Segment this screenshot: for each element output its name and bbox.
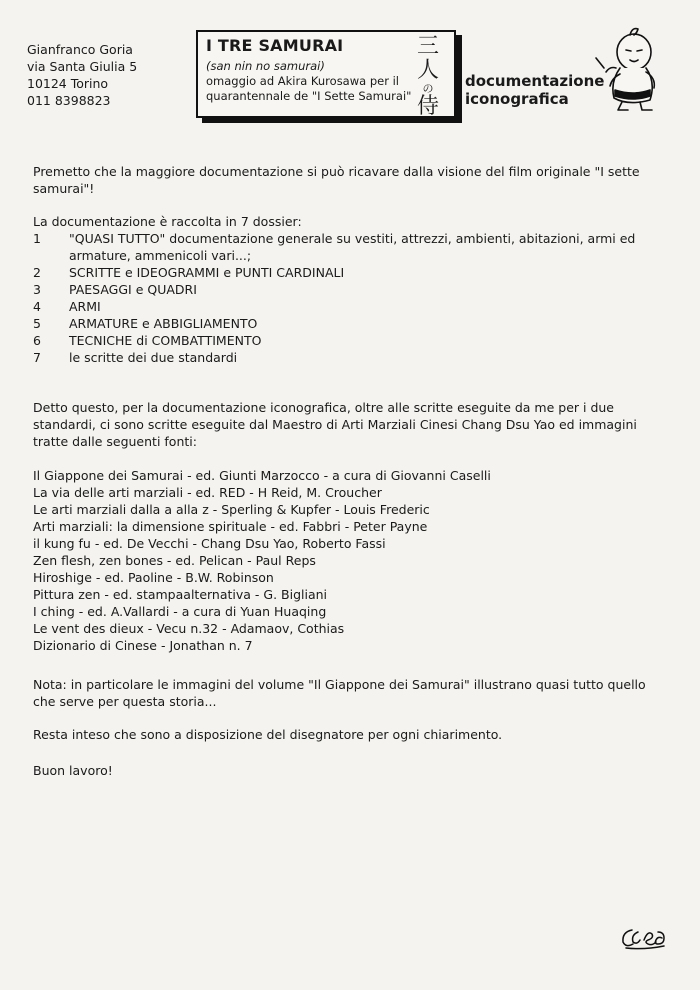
dossier-number: 1 (33, 231, 41, 246)
closing-line: Buon lavoro! (33, 763, 113, 778)
source-item: Dizionario di Cinese - Jonathan n. 7 (33, 638, 253, 653)
kanji-san: 三 (416, 34, 439, 59)
dossier-number: 3 (33, 282, 41, 297)
dossier-number: 5 (33, 316, 41, 331)
intro-paragraph: Premetto che la maggiore documentazione si può ricavare dalla visione del film originale "I sette samurai"! (33, 164, 640, 196)
note-paragraph: Nota: in particolare le immagini del volume "Il Giappone dei Samurai" illustrano quasi tutto quello che serve per questa storia... (33, 677, 646, 709)
dossier-number: 6 (33, 333, 41, 348)
kanji-title (413, 35, 443, 119)
document-title: I TRE SAMURAI (206, 36, 344, 55)
dedication-line-2: quarantennale de "I Sette Samurai" (206, 89, 412, 103)
source-item: Zen flesh, zen bones - ed. Pelican - Paul Reps (33, 553, 316, 568)
sender-phone: 011 8398823 (27, 93, 111, 108)
kanji-nin: 人 (416, 58, 439, 83)
dossier-title: "QUASI TUTTO" documentazione generale su vestiti, attrezzi, ambienti, abitazioni, armi ed armature, ammenicoli vari...; (69, 231, 636, 263)
dossier-list (33, 230, 663, 366)
list-item (33, 264, 663, 281)
dossier-title: PAESAGGI e QUADRI (69, 282, 197, 297)
sources-list (33, 467, 663, 654)
samurai-mascot-icon (592, 26, 672, 114)
list-item (33, 332, 663, 349)
kanji-samurai: 侍 (416, 94, 439, 119)
source-item: Il Giappone dei Samurai - ed. Giunti Marzocco - a cura di Giovanni Caselli (33, 468, 491, 483)
source-item: Arti marziali: la dimensione spirituale - ed. Fabbri - Peter Payne (33, 519, 428, 534)
sender-address (27, 41, 137, 109)
dossier-title: le scritte dei due standardi (69, 350, 238, 365)
signature-icon (618, 922, 670, 952)
title-box (196, 30, 456, 118)
dossier-number: 4 (33, 299, 41, 314)
doc-label-line-2: iconografica (465, 90, 569, 108)
document-subtitle: (san nin no samurai) (206, 59, 325, 73)
dedication-line-1: omaggio ad Akira Kurosawa per il (206, 74, 399, 88)
source-item: Le arti marziali dalla a alla z - Sperling & Kupfer - Louis Frederic (33, 502, 430, 517)
list-item (33, 349, 663, 366)
list-item (33, 230, 663, 264)
list-item (33, 315, 663, 332)
source-item: I ching - ed. A.Vallardi - a cura di Yuan Huaqing (33, 604, 327, 619)
sender-street: via Santa Giulia 5 (27, 59, 138, 74)
dossier-title: ARMI (69, 299, 101, 314)
kanji-no: の (422, 82, 434, 95)
list-item (33, 298, 663, 315)
dossier-title: TECNICHE di COMBATTIMENTO (69, 333, 262, 348)
source-item: La via delle arti marziali - ed. RED - H Reid, M. Croucher (33, 485, 382, 500)
source-item: il kung fu - ed. De Vecchi - Chang Dsu Yao, Roberto Fassi (33, 536, 386, 551)
list-item (33, 281, 663, 298)
dossier-number: 7 (33, 350, 41, 365)
doc-label-line-1: documentazione (465, 72, 605, 90)
source-item: Le vent des dieux - Vecu n.32 - Adamaov, Cothias (33, 621, 345, 636)
sender-name: Gianfranco Goria (27, 42, 133, 57)
dossier-number: 2 (33, 265, 41, 280)
dossier-title: SCRITTE e IDEOGRAMMI e PUNTI CARDINALI (69, 265, 345, 280)
source-item: Hiroshige - ed. Paoline - B.W. Robinson (33, 570, 274, 585)
availability-paragraph: Resta inteso che sono a disposizione del disegnatore per ogni chiarimento. (33, 727, 503, 742)
documentation-label (465, 72, 604, 108)
dossier-list-intro: La documentazione è raccolta in 7 dossier: (33, 214, 302, 229)
sender-city: 10124 Torino (27, 76, 109, 91)
source-item: Pittura zen - ed. stampaalternativa - G. Bigliani (33, 587, 328, 602)
dossier-title: ARMATURE e ABBIGLIAMENTO (69, 316, 258, 331)
sources-intro-paragraph: Detto questo, per la documentazione iconografica, oltre alle scritte eseguite da me per i due standardi, ci sono scritte eseguite dal Maestro di Arti Marziali Cinesi Chang Dsu Yao ed immagini tratte dalle seguenti fonti: (33, 400, 637, 449)
